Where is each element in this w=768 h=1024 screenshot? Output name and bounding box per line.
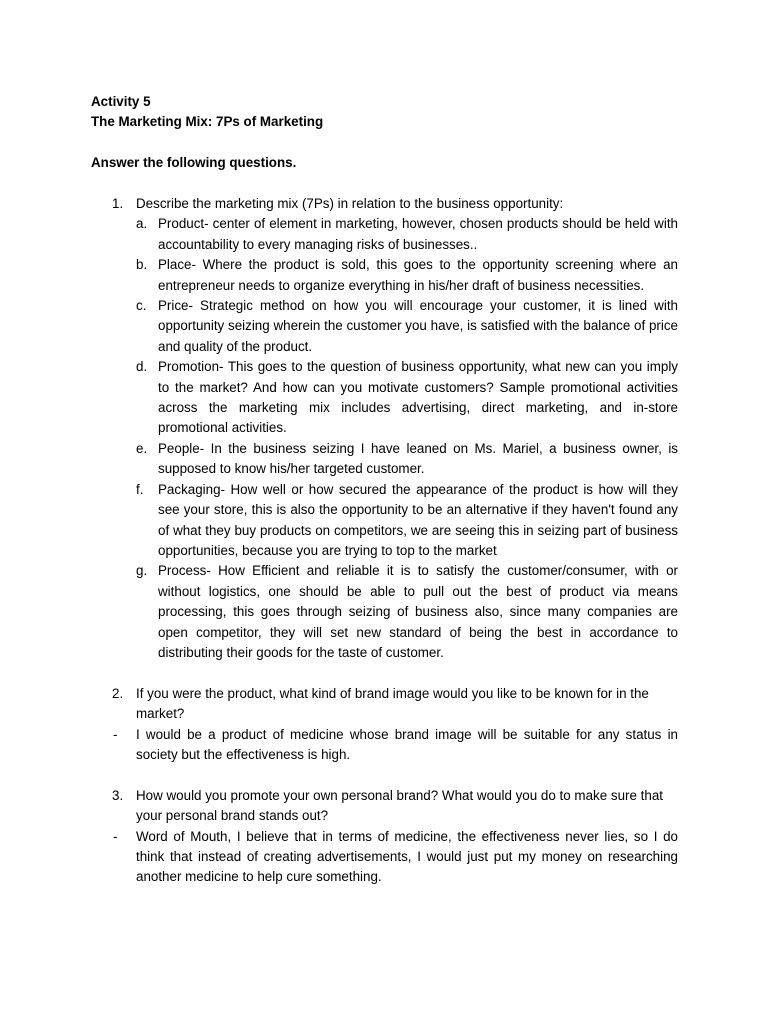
- list-item-text: Packaging- How well or how secured the appearance of the product is how will they see your store, this is also the opportunity to be an alternative if they haven't found any of what they buy products on competitors, we are seeing this in seizing part of business opportunities, because you are trying to top to the market: [158, 481, 678, 558]
- list-letter: e.: [136, 440, 148, 456]
- question-text: How would you promote your own personal brand? What would you do to make sure that your personal brand stands out?: [136, 787, 663, 824]
- answer-text: Word of Mouth, I believe that in terms of medicine, the effectiveness never lies, so I do think that instead of creating advertisements, I would just put my money on researching another medicine to help cure something.: [136, 828, 678, 885]
- list-item-process: [91, 561, 678, 663]
- list-letter: g.: [136, 563, 148, 579]
- question-number: 2.: [112, 685, 124, 701]
- marketing-mix-list: [91, 214, 678, 663]
- answer-marker: -: [113, 828, 118, 844]
- answer-marker: -: [113, 726, 118, 742]
- list-item-packaging: [91, 480, 678, 562]
- instruction-text: Answer the following questions.: [91, 155, 297, 171]
- list-item-text: People- In the business seizing I have leaned on Ms. Mariel, a business owner, is supposed to know his/her targeted customer.: [158, 440, 678, 477]
- list-item-promotion: [91, 357, 678, 439]
- question-text: Describe the marketing mix (7Ps) in relation to the business opportunity:: [136, 196, 564, 211]
- answer-2: [91, 725, 678, 766]
- question-block-2: [91, 684, 678, 766]
- list-letter: c.: [136, 298, 147, 314]
- question-number: 3.: [112, 787, 124, 803]
- list-item-product: [91, 214, 678, 255]
- activity-subtitle: The Marketing Mix: 7Ps of Marketing: [91, 114, 324, 130]
- question-text: If you were the product, what kind of brand image would you like to be known for in the market?: [136, 685, 649, 722]
- spacer: [91, 133, 678, 153]
- question-2: [91, 684, 678, 725]
- list-item-price: [91, 296, 678, 357]
- question-1: [91, 194, 678, 214]
- question-block-3: [91, 786, 678, 888]
- answer-3: [91, 827, 678, 888]
- spacer: [91, 174, 678, 194]
- list-item-text: Place- Where the product is sold, this goes to the opportunity screening where an entrepreneur needs to organize everything in his/her draft of business necessities.: [158, 257, 678, 293]
- list-item-place: [91, 255, 678, 296]
- list-item-text: Process- How Efficient and reliable it is to satisfy the customer/consumer, with or without logistics, one should be able to pull out the best of product via means processing, this goes through seizing of business also, since many companies are open competitor, they will set new standard of being the best in accordance to distributing their goods for the taste of customer.: [158, 563, 678, 660]
- list-item-people: [91, 439, 678, 480]
- list-item-text: Product- center of element in marketing, however, chosen products should be held with accountability to every managing risks of businesses..: [158, 216, 678, 252]
- question-block-1: [91, 194, 678, 663]
- list-letter: b.: [136, 257, 148, 273]
- question-3: [91, 786, 678, 827]
- list-item-text: Promotion- This goes to the question of business opportunity, what new can you imply to the market? And how can you motivate customers? Sample promotional activities across the marketing mix includes advertising, direct marketing, and in-store promotional activities.: [158, 359, 678, 436]
- list-item-text: Price- Strategic method on how you will encourage your customer, it is lined with opportunity seizing wherein the customer you have, is satisfied with the balance of price and quality of the product.: [158, 298, 678, 354]
- question-number: 1.: [112, 196, 124, 211]
- answer-text: I would be a product of medicine whose brand image will be suitable for any status in society but the effectiveness is high.: [136, 726, 678, 762]
- spacer: [91, 765, 678, 785]
- list-letter: f.: [136, 481, 144, 497]
- list-letter: a.: [136, 216, 148, 232]
- spacer: [91, 663, 678, 683]
- activity-title: Activity 5: [91, 94, 151, 109]
- list-letter: d.: [136, 359, 148, 375]
